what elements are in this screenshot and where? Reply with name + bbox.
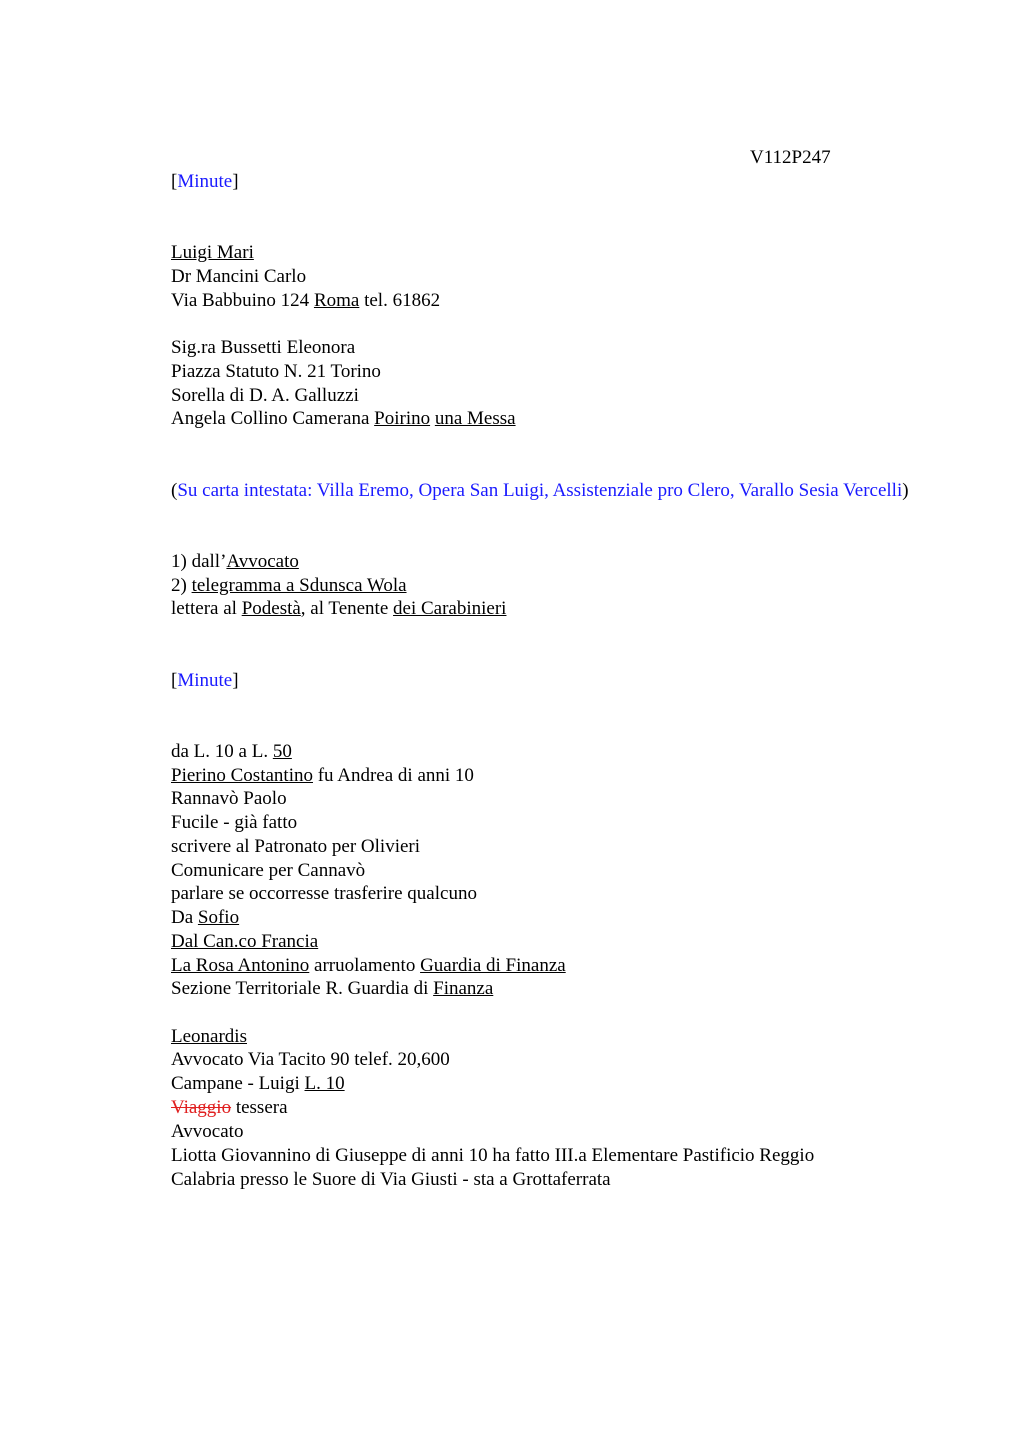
collino-name: Angela Collino Camerana xyxy=(171,408,375,429)
letterhead-note: (Su carta intestata: Villa Eremo, Opera San Luigi, Assistenziale pro Clero, Varallo Sesia Vercelli) xyxy=(171,480,909,501)
minute-label: Minute xyxy=(177,670,233,691)
patronato-line: scrivere al Patronato per Olivieri xyxy=(171,836,421,857)
name-luigi-mari: Luigi Mari xyxy=(171,242,254,263)
amount-l10: L. 10 xyxy=(304,1073,345,1094)
tessera: tessera xyxy=(231,1097,288,1118)
avvocato-tacito: Avvocato Via Tacito 90 telef. 20,600 xyxy=(171,1049,450,1070)
place-poirino: Poirino xyxy=(374,408,431,429)
page-reference: V112P247 xyxy=(750,147,831,168)
campane-prefix: Campane - Luigi xyxy=(171,1073,305,1094)
carabinieri: dei Carabinieri xyxy=(393,598,507,619)
amount-range xyxy=(171,740,292,764)
address-statuto: Piazza Statuto N. 21 Torino xyxy=(171,361,381,382)
section-marker-minute-1: [Minute] xyxy=(171,171,239,192)
viaggio-strikethrough: Viaggio xyxy=(171,1097,232,1118)
lettera-prefix: lettera al xyxy=(171,598,242,619)
item-2-telegramma: telegramma a Sdunsca Wola xyxy=(191,575,407,596)
amount-prefix: da L. 10 a L. xyxy=(171,741,273,762)
campane-line xyxy=(171,1072,345,1096)
canonico-francia: Dal Can.co Francia xyxy=(171,931,319,952)
item-telegramma xyxy=(171,574,407,598)
address-babbuino xyxy=(171,289,440,313)
lettera-line xyxy=(171,597,506,621)
address-phone: tel. 61862 xyxy=(359,290,441,311)
item-1-prefix: 1) dall’ xyxy=(171,551,227,572)
tenente: , al Tenente xyxy=(300,598,394,619)
avvocato-line: Avvocato xyxy=(171,1121,244,1142)
item-2-prefix: 2) xyxy=(171,575,192,596)
costantino-details: fu Andrea di anni 10 xyxy=(312,765,474,786)
item-1-avvocato: Avvocato xyxy=(226,551,299,572)
trasferire-line: parlare se occorresse trasferire qualcuno xyxy=(171,883,477,904)
name-costantino: Pierino Costantino xyxy=(171,765,313,786)
name-leonardis: Leonardis xyxy=(171,1026,247,1047)
name-bussetti: Sig.ra Bussetti Eleonora xyxy=(171,337,356,358)
tessera-line xyxy=(171,1096,288,1120)
costantino-line xyxy=(171,764,474,788)
cannavo-line: Comunicare per Cannavò xyxy=(171,860,366,881)
sezione-prefix: Sezione Territoriale R. Guardia di xyxy=(171,978,434,999)
una-messa: una Messa xyxy=(434,408,516,429)
name-rannavo: Rannavò Paolo xyxy=(171,788,287,809)
name-larosa: La Rosa Antonino xyxy=(171,955,310,976)
item-avvocato xyxy=(171,550,299,574)
address-city: Roma xyxy=(313,290,360,311)
letterhead-text: Su carta intestata: Villa Eremo, Opera San Luigi, Assistenziale pro Clero, Varallo Sesia Vercelli xyxy=(177,480,903,501)
sofio-line xyxy=(171,906,239,930)
fucile-line: Fucile - già fatto xyxy=(171,812,298,833)
larosa-line xyxy=(171,954,566,978)
finanza: Finanza xyxy=(433,978,494,999)
podesta: Podestà xyxy=(241,598,301,619)
sofio-prefix: Da xyxy=(171,907,198,928)
name-mancini: Dr Mancini Carlo xyxy=(171,266,307,287)
section-marker-minute-2: [Minute] xyxy=(171,670,239,691)
liotta-paragraph: Liotta Giovannino di Giuseppe di anni 10 ha fatto III.a Elementare Pastificio Reggio Calabria presso le Suore di Via Giusti - sta a Grottaferrata xyxy=(171,1145,815,1190)
sezione-line xyxy=(171,977,493,1001)
guardia-finanza: Guardia di Finanza xyxy=(420,955,566,976)
name-sofio: Sofio xyxy=(197,907,240,928)
amount-50: 50 xyxy=(272,741,292,762)
address-street: Via Babbuino 124 xyxy=(171,290,314,311)
collino-line xyxy=(171,407,516,431)
relation-galluzzi: Sorella di D. A. Galluzzi xyxy=(171,385,359,406)
arruolamento: arruolamento xyxy=(309,955,421,976)
minute-label: Minute xyxy=(177,171,233,192)
